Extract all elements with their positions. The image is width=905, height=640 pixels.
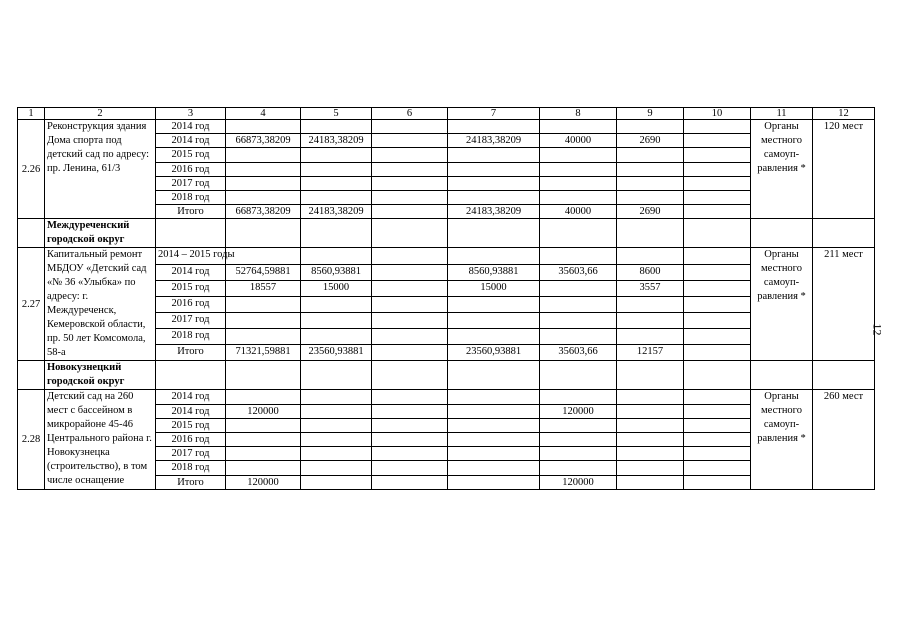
value-cell: 24183,38209 bbox=[448, 205, 540, 219]
item-name: Реконструкция здания Дома спорта под детский сад по адресу: пр. Ленина, 61/3 bbox=[45, 120, 156, 219]
value-cell bbox=[540, 390, 617, 404]
value-cell bbox=[372, 205, 448, 219]
value-cell bbox=[301, 461, 372, 475]
value-cell bbox=[448, 329, 540, 345]
period-cell: 2016 год bbox=[156, 433, 226, 447]
period-cell: 2016 год bbox=[156, 162, 226, 176]
value-cell: 24183,38209 bbox=[301, 205, 372, 219]
value-cell bbox=[540, 447, 617, 461]
header-cell: 8 bbox=[540, 108, 617, 120]
header-cell: 5 bbox=[301, 108, 372, 120]
period-cell: Итого bbox=[156, 345, 226, 361]
header-cell: 3 bbox=[156, 108, 226, 120]
value-cell bbox=[617, 447, 684, 461]
value-cell: 23560,93881 bbox=[448, 345, 540, 361]
empty-cell bbox=[540, 219, 617, 248]
program-table bbox=[17, 107, 875, 490]
value-cell bbox=[448, 447, 540, 461]
value-cell bbox=[617, 461, 684, 475]
value-cell bbox=[684, 176, 751, 190]
value-cell bbox=[684, 296, 751, 312]
empty-cell bbox=[617, 361, 684, 390]
empty-cell bbox=[751, 361, 813, 390]
value-cell: 66873,38209 bbox=[226, 205, 301, 219]
empty-cell bbox=[813, 219, 875, 248]
value-cell bbox=[617, 162, 684, 176]
value-cell bbox=[684, 248, 751, 264]
value-cell bbox=[617, 433, 684, 447]
empty-cell bbox=[448, 361, 540, 390]
period-cell: 2014 год bbox=[156, 120, 226, 134]
value-cell bbox=[617, 248, 684, 264]
value-cell bbox=[540, 280, 617, 296]
period-cell: 2014 год bbox=[156, 390, 226, 404]
empty-cell bbox=[226, 219, 301, 248]
header-cell: 9 bbox=[617, 108, 684, 120]
table-row bbox=[18, 390, 875, 404]
value-cell bbox=[372, 475, 448, 489]
value-cell: 24183,38209 bbox=[301, 134, 372, 148]
period-cell: 2015 год bbox=[156, 148, 226, 162]
value-cell bbox=[540, 148, 617, 162]
value-cell bbox=[226, 461, 301, 475]
period-cell: 2017 год bbox=[156, 447, 226, 461]
empty-cell bbox=[226, 361, 301, 390]
value-cell bbox=[372, 433, 448, 447]
value-cell bbox=[226, 433, 301, 447]
period-cell: 2016 год bbox=[156, 296, 226, 312]
executor-cell: Органы местного самоуп-равления * bbox=[751, 248, 813, 361]
value-cell: 40000 bbox=[540, 205, 617, 219]
value-cell bbox=[301, 390, 372, 404]
table-row bbox=[18, 248, 875, 264]
value-cell: 8560,93881 bbox=[448, 264, 540, 280]
value-cell bbox=[540, 418, 617, 432]
value-cell bbox=[372, 134, 448, 148]
value-cell: 120000 bbox=[540, 404, 617, 418]
value-cell bbox=[448, 162, 540, 176]
value-cell bbox=[372, 280, 448, 296]
page-number: 12 bbox=[870, 323, 885, 336]
result-cell: 211 мест bbox=[813, 248, 875, 361]
table-body bbox=[18, 108, 875, 490]
period-cell: 2018 год bbox=[156, 191, 226, 205]
value-cell bbox=[372, 404, 448, 418]
value-cell bbox=[540, 329, 617, 345]
value-cell bbox=[448, 296, 540, 312]
value-cell bbox=[226, 447, 301, 461]
value-cell bbox=[226, 296, 301, 312]
value-cell bbox=[301, 162, 372, 176]
value-cell bbox=[301, 447, 372, 461]
value-cell bbox=[301, 418, 372, 432]
value-cell bbox=[226, 148, 301, 162]
value-cell bbox=[617, 296, 684, 312]
value-cell bbox=[226, 191, 301, 205]
value-cell bbox=[617, 312, 684, 328]
value-cell: 120000 bbox=[540, 475, 617, 489]
value-cell bbox=[301, 475, 372, 489]
value-cell bbox=[226, 329, 301, 345]
value-cell: 40000 bbox=[540, 134, 617, 148]
empty-cell bbox=[156, 219, 226, 248]
item-number: 2.26 bbox=[18, 120, 45, 219]
value-cell bbox=[684, 162, 751, 176]
value-cell: 35603,66 bbox=[540, 345, 617, 361]
empty-cell bbox=[684, 361, 751, 390]
empty-cell bbox=[156, 361, 226, 390]
value-cell bbox=[540, 162, 617, 176]
value-cell bbox=[226, 176, 301, 190]
empty-cell bbox=[18, 219, 45, 248]
value-cell bbox=[301, 248, 372, 264]
value-cell bbox=[684, 120, 751, 134]
value-cell bbox=[226, 418, 301, 432]
period-cell: 2018 год bbox=[156, 329, 226, 345]
value-cell: 24183,38209 bbox=[448, 134, 540, 148]
value-cell bbox=[301, 148, 372, 162]
period-cell: 2014 год bbox=[156, 134, 226, 148]
value-cell bbox=[372, 312, 448, 328]
header-cell: 10 bbox=[684, 108, 751, 120]
empty-cell bbox=[448, 219, 540, 248]
empty-cell bbox=[684, 219, 751, 248]
value-cell bbox=[372, 390, 448, 404]
value-cell bbox=[684, 418, 751, 432]
value-cell: 71321,59881 bbox=[226, 345, 301, 361]
empty-cell bbox=[18, 361, 45, 390]
value-cell bbox=[684, 475, 751, 489]
document-page bbox=[17, 107, 874, 490]
value-cell bbox=[617, 418, 684, 432]
value-cell: 3557 bbox=[617, 280, 684, 296]
value-cell bbox=[226, 162, 301, 176]
value-cell bbox=[684, 191, 751, 205]
period-cell: 2015 год bbox=[156, 280, 226, 296]
period-cell: 2015 год bbox=[156, 418, 226, 432]
period-cell: 2014 год bbox=[156, 404, 226, 418]
value-cell: 23560,93881 bbox=[301, 345, 372, 361]
value-cell: 35603,66 bbox=[540, 264, 617, 280]
value-cell: 8600 bbox=[617, 264, 684, 280]
value-cell bbox=[684, 280, 751, 296]
value-cell bbox=[540, 191, 617, 205]
value-cell bbox=[372, 329, 448, 345]
value-cell: 66873,38209 bbox=[226, 134, 301, 148]
empty-cell bbox=[301, 219, 372, 248]
period-cell: Итого bbox=[156, 475, 226, 489]
value-cell bbox=[372, 191, 448, 205]
value-cell bbox=[372, 148, 448, 162]
value-cell bbox=[372, 162, 448, 176]
value-cell bbox=[684, 390, 751, 404]
header-cell: 11 bbox=[751, 108, 813, 120]
value-cell bbox=[448, 148, 540, 162]
value-cell bbox=[448, 390, 540, 404]
value-cell: 15000 bbox=[448, 280, 540, 296]
item-number: 2.28 bbox=[18, 390, 45, 489]
value-cell bbox=[540, 296, 617, 312]
value-cell bbox=[617, 176, 684, 190]
district-row bbox=[18, 219, 875, 248]
value-cell: 8560,93881 bbox=[301, 264, 372, 280]
value-cell: 18557 bbox=[226, 280, 301, 296]
value-cell bbox=[448, 120, 540, 134]
result-cell: 260 мест bbox=[813, 390, 875, 489]
value-cell: 2690 bbox=[617, 134, 684, 148]
value-cell bbox=[540, 461, 617, 475]
value-cell bbox=[448, 433, 540, 447]
value-cell bbox=[301, 176, 372, 190]
district-row bbox=[18, 361, 875, 390]
table-row bbox=[18, 120, 875, 134]
value-cell bbox=[540, 120, 617, 134]
value-cell bbox=[617, 475, 684, 489]
period-cell: 2014 – 2015 годы bbox=[156, 248, 226, 264]
value-cell bbox=[226, 312, 301, 328]
header-cell: 2 bbox=[45, 108, 156, 120]
value-cell: 12157 bbox=[617, 345, 684, 361]
value-cell bbox=[684, 329, 751, 345]
value-cell bbox=[448, 475, 540, 489]
result-cell: 120 мест bbox=[813, 120, 875, 219]
value-cell: 120000 bbox=[226, 404, 301, 418]
executor-cell: Органы местного самоуп-равления * bbox=[751, 390, 813, 489]
value-cell bbox=[684, 433, 751, 447]
executor-cell: Органы местного самоуп-равления * bbox=[751, 120, 813, 219]
value-cell bbox=[301, 120, 372, 134]
period-cell: 2014 год bbox=[156, 264, 226, 280]
value-cell bbox=[301, 329, 372, 345]
value-cell bbox=[684, 312, 751, 328]
value-cell bbox=[684, 205, 751, 219]
empty-cell bbox=[617, 219, 684, 248]
value-cell bbox=[684, 404, 751, 418]
header-cell: 1 bbox=[18, 108, 45, 120]
value-cell bbox=[540, 433, 617, 447]
value-cell bbox=[617, 390, 684, 404]
value-cell bbox=[448, 248, 540, 264]
value-cell bbox=[540, 176, 617, 190]
value-cell bbox=[540, 248, 617, 264]
header-cell: 7 bbox=[448, 108, 540, 120]
value-cell bbox=[301, 296, 372, 312]
value-cell bbox=[372, 345, 448, 361]
value-cell bbox=[540, 312, 617, 328]
value-cell bbox=[448, 418, 540, 432]
value-cell bbox=[372, 248, 448, 264]
value-cell: 2690 bbox=[617, 205, 684, 219]
value-cell bbox=[301, 191, 372, 205]
district-name: Новокузнецкий городской округ bbox=[45, 361, 156, 390]
value-cell bbox=[617, 148, 684, 162]
district-name: Междуреченский городской округ bbox=[45, 219, 156, 248]
value-cell bbox=[226, 120, 301, 134]
value-cell bbox=[301, 404, 372, 418]
value-cell bbox=[684, 345, 751, 361]
value-cell bbox=[448, 176, 540, 190]
value-cell bbox=[301, 312, 372, 328]
value-cell bbox=[684, 134, 751, 148]
value-cell bbox=[617, 191, 684, 205]
empty-cell bbox=[813, 361, 875, 390]
value-cell bbox=[372, 296, 448, 312]
value-cell bbox=[372, 264, 448, 280]
value-cell bbox=[684, 447, 751, 461]
value-cell bbox=[448, 404, 540, 418]
period-cell: 2017 год bbox=[156, 176, 226, 190]
value-cell: 15000 bbox=[301, 280, 372, 296]
item-number: 2.27 bbox=[18, 248, 45, 361]
empty-cell bbox=[372, 219, 448, 248]
value-cell bbox=[684, 264, 751, 280]
period-cell: Итого bbox=[156, 205, 226, 219]
value-cell bbox=[301, 433, 372, 447]
value-cell bbox=[617, 404, 684, 418]
value-cell bbox=[448, 461, 540, 475]
empty-cell bbox=[751, 219, 813, 248]
value-cell bbox=[684, 148, 751, 162]
value-cell: 120000 bbox=[226, 475, 301, 489]
header-cell: 12 bbox=[813, 108, 875, 120]
value-cell bbox=[617, 120, 684, 134]
item-name: Детский сад на 260 мест с бассейном в микрорайоне 45-46 Центрального района г. Новокузнецка (строительство), в том числе оснащение bbox=[45, 390, 156, 489]
header-cell: 4 bbox=[226, 108, 301, 120]
value-cell bbox=[226, 390, 301, 404]
value-cell bbox=[372, 418, 448, 432]
header-cell: 6 bbox=[372, 108, 448, 120]
period-cell: 2017 год bbox=[156, 312, 226, 328]
item-name: Капитальный ремонт МБДОУ «Детский сад «№ 36 «Улыбка» по адресу: г. Междуреченск, Кемеровской области, пр. 50 лет Комсомола, 58-а bbox=[45, 248, 156, 361]
empty-cell bbox=[301, 361, 372, 390]
value-cell bbox=[226, 248, 301, 264]
empty-cell bbox=[372, 361, 448, 390]
value-cell bbox=[372, 120, 448, 134]
value-cell bbox=[617, 329, 684, 345]
value-cell bbox=[372, 447, 448, 461]
value-cell: 52764,59881 bbox=[226, 264, 301, 280]
value-cell bbox=[448, 312, 540, 328]
value-cell bbox=[684, 461, 751, 475]
value-cell bbox=[448, 191, 540, 205]
value-cell bbox=[372, 461, 448, 475]
period-cell: 2018 год bbox=[156, 461, 226, 475]
value-cell bbox=[372, 176, 448, 190]
header-row bbox=[18, 108, 875, 120]
empty-cell bbox=[540, 361, 617, 390]
